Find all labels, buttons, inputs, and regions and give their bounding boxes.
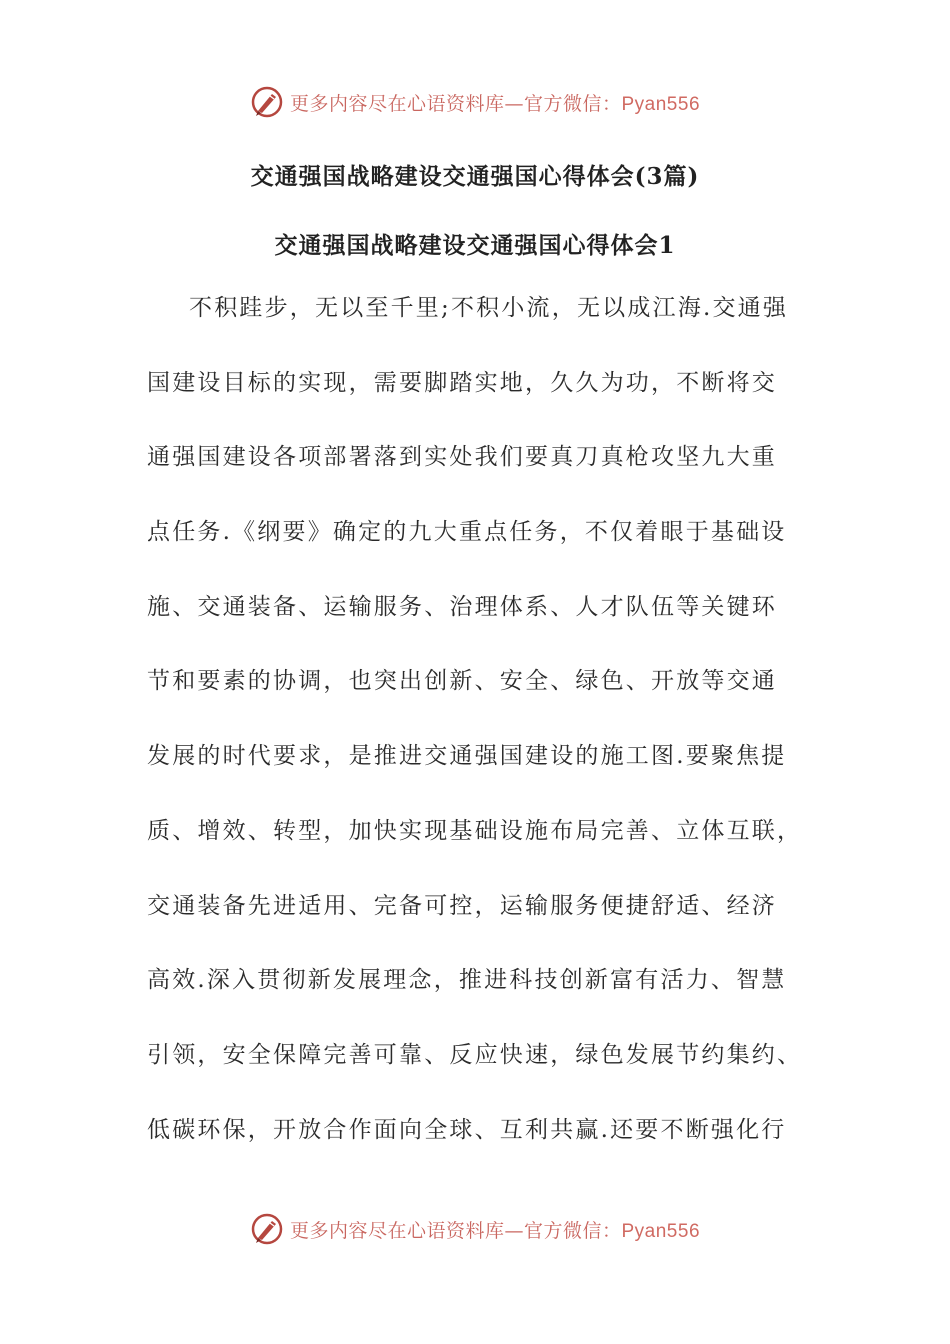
- paragraph-line: 低碳环保，开放合作面向全球、互利共赢.还要不断强化行: [147, 1116, 787, 1143]
- paragraph-line: 高效.深入贯彻新发展理念，推进科技创新富有活力、智慧: [147, 967, 787, 994]
- wechat-id: Pyan556: [621, 1220, 701, 1242]
- banner-label: 更多内容尽在心语资料库—官方微信：: [289, 92, 622, 115]
- header-banner: [0, 82, 950, 122]
- paragraph-line: 施、交通装备、运输服务、治理体系、人才队伍等关键环: [147, 593, 777, 620]
- wechat-id: Pyan556: [621, 93, 701, 115]
- body-paragraph: [147, 286, 805, 1182]
- paragraph-line: 节和要素的协调，也突出创新、安全、绿色、开放等交通: [147, 668, 777, 695]
- paragraph-line: 质、增效、转型，加快实现基础设施布局完善、立体互联，: [147, 817, 803, 844]
- banner-text: [290, 1216, 700, 1243]
- paragraph-line: 点任务.《纲要》确定的九大重点任务，不仅着眼于基础设: [147, 519, 787, 546]
- pen-logo-icon: [250, 85, 284, 119]
- paragraph-line: 不积跬步，无以至千里;不积小流，无以成江海.交通强: [189, 295, 789, 321]
- paragraph-line: 通强国建设各项部署落到实处我们要真刀真枪攻坚九大重: [147, 444, 777, 471]
- pen-logo-icon: [250, 1212, 284, 1246]
- paragraph-line: 国建设目标的实现，需要脚踏实地，久久为功，不断将交: [147, 369, 777, 396]
- banner-text: [290, 89, 700, 116]
- paragraph-line: 发展的时代要求，是推进交通强国建设的施工图.要聚焦提: [147, 743, 787, 770]
- footer-banner: [0, 1209, 950, 1249]
- document-title: 交通强国战略建设交通强国心得体会(3篇): [250, 163, 700, 190]
- paragraph-line: 引领，安全保障完善可靠、反应快速，绿色发展节约集约、: [147, 1041, 803, 1068]
- section-title: 交通强国战略建设交通强国心得体会1: [274, 232, 676, 259]
- paragraph-line: 交通装备先进适用、完备可控，运输服务便捷舒适、经济: [147, 892, 777, 919]
- banner-label: 更多内容尽在心语资料库—官方微信：: [289, 1219, 622, 1242]
